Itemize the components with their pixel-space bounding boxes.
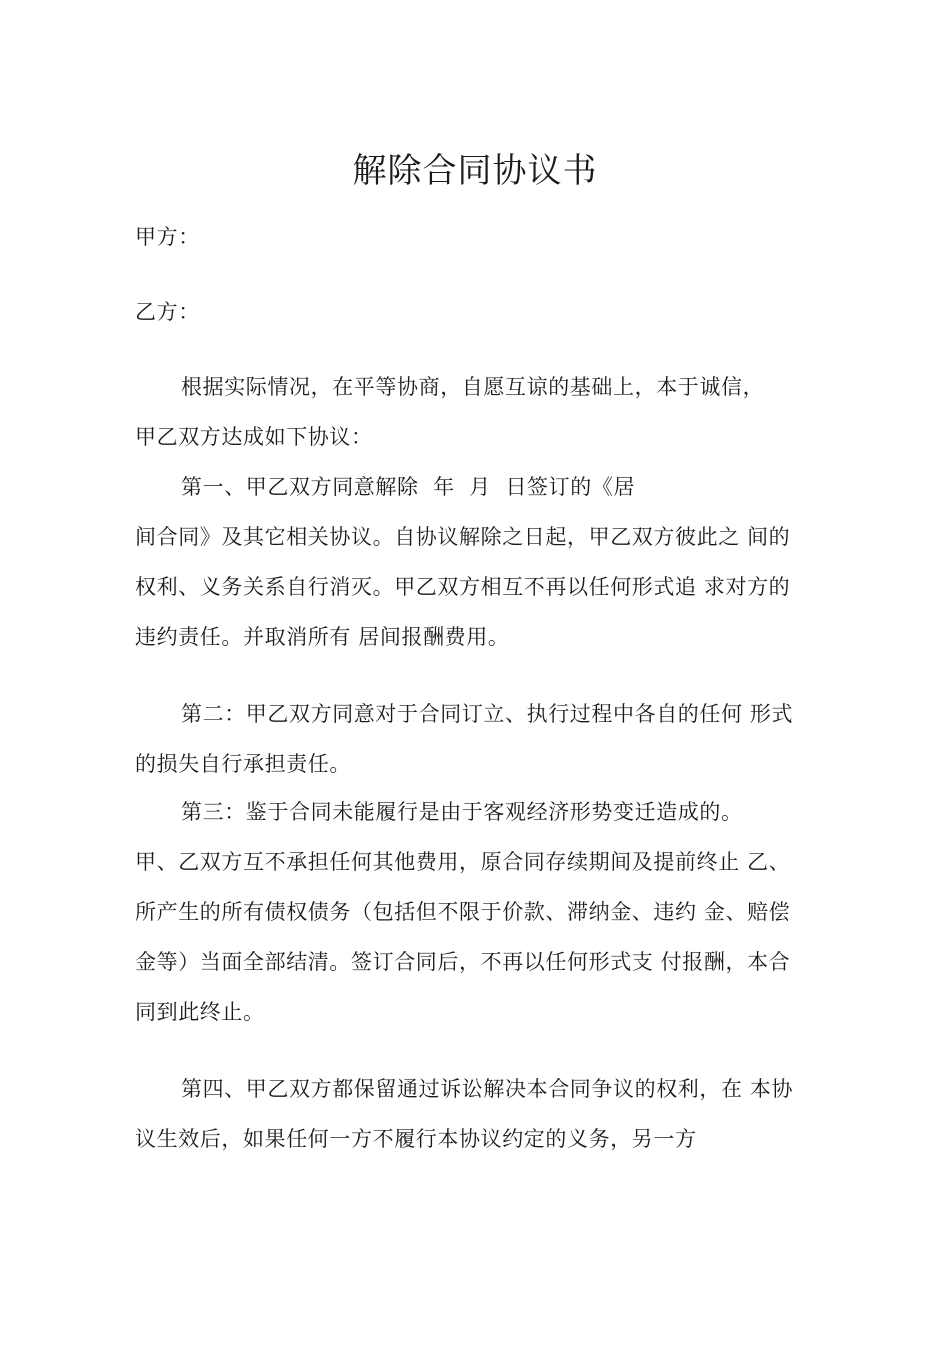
preamble-line: 根据实际情况，在平等协商，自愿互谅的基础上，本于诚信， [181, 375, 765, 399]
clause-2-line: 第二：甲乙双方同意对于合同订立、执行过程中各自的任何 形式 [181, 702, 794, 726]
clause-4-line: 第四、甲乙双方都保留通过诉讼解决本合同争议的权利，在 本协 [181, 1077, 794, 1101]
clause-3-line: 甲、乙双方互不承担任何其他费用，原合同存续期间及提前终止 乙、 [135, 850, 791, 874]
clause-3-line: 所产生的所有债权债务（包括但不限于价款、滞纳金、违约 金、赔偿 [135, 900, 791, 924]
clause-1-line: 权利、义务关系自行消灭。甲乙双方相互不再以任何形式追 求对方的 [135, 575, 791, 599]
preamble-line: 甲乙双方达成如下协议： [135, 425, 373, 449]
party-b-label: 乙方： [135, 300, 200, 324]
clause-2-line: 的损失自行承担责任。 [135, 752, 351, 776]
document-title: 解除合同协议书 [352, 151, 598, 191]
clause-1-line: 间合同》及其它相关协议。自协议解除之日起，甲乙双方彼此之 间的 [135, 525, 791, 549]
clause-4-line: 议生效后，如果任何一方不履行本协议约定的义务，另一方 [135, 1127, 697, 1151]
clause-1-line: 第一、甲乙双方同意解除 年 月 日签订的《居 [181, 475, 636, 499]
clause-3-line: 第三：鉴于合同未能履行是由于客观经济形势变迁造成的。 [181, 800, 743, 824]
party-a-label: 甲方： [135, 225, 200, 249]
clause-3-line: 同到此终止。 [135, 1000, 265, 1024]
clause-1-line: 违约责任。并取消所有 居间报酬费用。 [135, 625, 510, 649]
clause-3-line: 金等）当面全部结清。签订合同后，不再以任何形式支 付报酬，本合 [135, 950, 791, 974]
